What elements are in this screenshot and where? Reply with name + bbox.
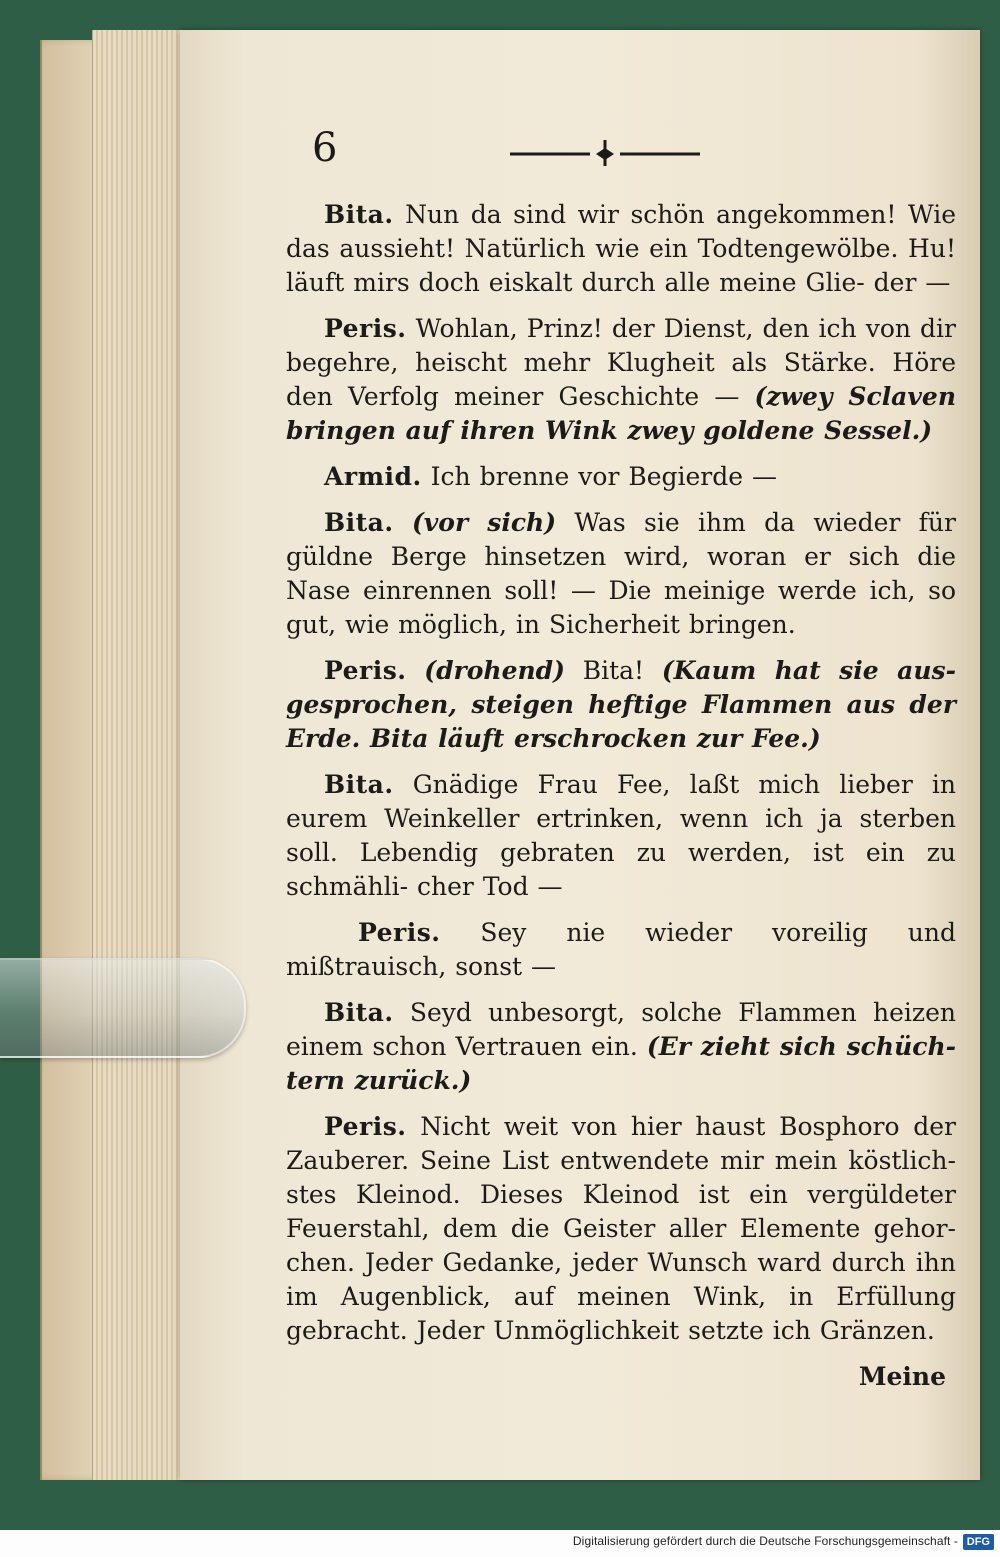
speaker-name: Armid. xyxy=(324,462,422,491)
dialogue-paragraph xyxy=(286,916,956,984)
dialogue-paragraph xyxy=(286,460,956,494)
dialogue-text: Bita! xyxy=(582,656,645,685)
dialogue-paragraph xyxy=(286,996,956,1098)
dialogue-text: Nun da sind wir schön angekommen! Wie das aussieht! Natürlich wie ein Todtengewölbe. Hu! läuft mirs doch eiskalt durch alle meine Glie- der — xyxy=(286,200,956,297)
dialogue-text: Wohlan, Prinz! der Dienst, den ich von dir begehre, heischt mehr Klugheit als Stärke. Höre den Verfolg meiner Geschichte — xyxy=(286,314,956,411)
dfg-logo: DFG xyxy=(963,1534,994,1550)
dialogue-text: Was sie ihm da wieder für güldne Berge hinsetzen wird, woran er sich die Nase einrennen soll! — Die meinige werde ich, so gut, wie möglich, in Sicherheit bringen. xyxy=(286,508,956,639)
play-text xyxy=(286,198,956,1438)
page-number: 6 xyxy=(312,125,338,171)
catchword: Meine xyxy=(858,1362,946,1391)
speaker-name: Bita. xyxy=(324,200,394,229)
dialogue-paragraph xyxy=(286,198,956,300)
page-holder-clip xyxy=(0,958,246,1058)
dialogue-paragraph xyxy=(286,654,956,756)
stage-direction: (Kaum hat sie aus- gesprochen, steigen heftige Flammen aus der Erde. Bita läuft erschrocken zur Fee.) xyxy=(286,656,956,753)
dialogue-text: Ich brenne vor Begierde — xyxy=(430,462,778,491)
speaker-name: Bita. xyxy=(324,508,394,537)
dialogue-text: Seyd unbesorgt, solche Flammen heizen einem schon Vertrauen ein. xyxy=(286,998,956,1061)
stage-direction: (drohend) xyxy=(424,656,565,685)
speaker-name: Bita. xyxy=(324,770,394,799)
dialogue-paragraph xyxy=(286,768,956,904)
dialogue-paragraph xyxy=(286,1110,956,1348)
funding-credit: Digitalisierung gefördert durch die Deutsche Forschungsgemeinschaft - xyxy=(572,1534,958,1548)
dialogue-text: Sey nie wieder voreilig und mißtrauisch, sonst — xyxy=(286,918,956,981)
page-stack-edges xyxy=(92,30,189,1480)
stage-direction: (zwey Sclaven bringen auf ihren Wink zwey goldene Sessel.) xyxy=(286,382,956,445)
dialogue-text: Nicht weit von hier haust Bosphoro der Zauberer. Seine List entwendete mir mein köstlich- stes Kleinod. Dieses Kleinod ist ein vergüldeter Feuerstahl, dem die Geister aller Elemente gehor- chen. Jeder Gedanke, jeder Wunsch ward durch ihn im Augenblick, auf meinen Wink, in Erfüllung gebracht. Jeder Unmöglichkeit setzte ich Gränzen. xyxy=(286,1112,956,1345)
header-ornament xyxy=(510,138,700,168)
speaker-name: Peris. xyxy=(324,314,407,343)
speaker-name: Peris. xyxy=(324,1112,407,1141)
dialogue-paragraph xyxy=(286,506,956,642)
speaker-name: Peris. xyxy=(358,918,441,947)
footer-bar xyxy=(0,1530,1000,1557)
dialogue-text: Gnädige Frau Fee, laßt mich lieber in eurem Weinkeller ertrinken, wenn ich ja sterben soll. Lebendig gebraten zu werden, ist ein zu schmähli- cher Tod — xyxy=(286,770,956,901)
dialogue-paragraph xyxy=(286,312,956,448)
stage-direction: (Er zieht sich schüch- tern zurück.) xyxy=(286,1032,957,1095)
stage-direction: (vor sich) xyxy=(411,508,557,537)
speaker-name: Bita. xyxy=(324,998,394,1027)
speaker-name: Peris. xyxy=(324,656,407,685)
